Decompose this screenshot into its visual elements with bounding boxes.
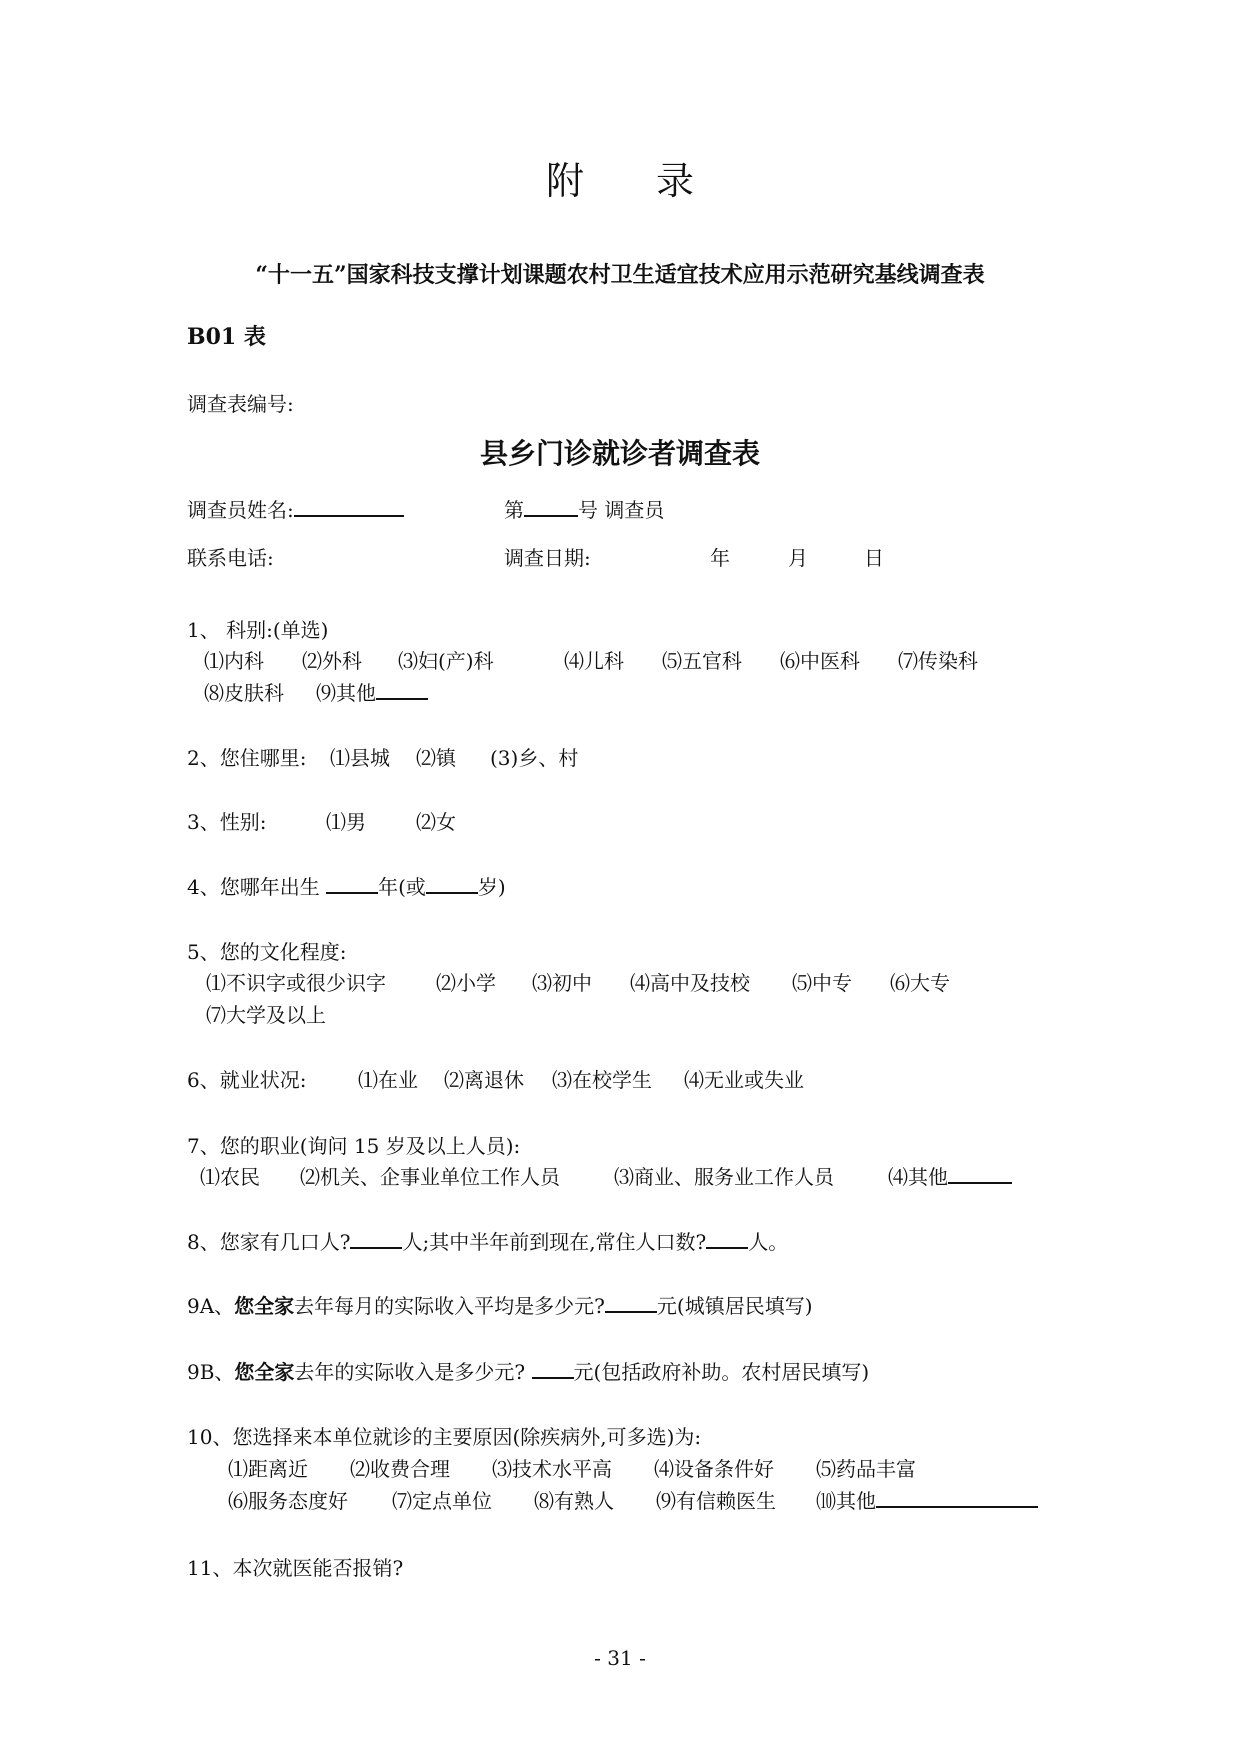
q1-option: ⑵外科 xyxy=(302,649,362,673)
q10-option: ⑷设备条件好 xyxy=(654,1457,774,1481)
q4-age-blank xyxy=(426,891,478,894)
q7-title: 7、您的职业(询问 15 岁及以上人员): xyxy=(187,1134,521,1158)
q8-family-blank xyxy=(350,1246,402,1249)
q9b-income-blank xyxy=(532,1376,574,1379)
q3-title: 3、性别: xyxy=(187,810,267,834)
q1-option: ⑶妇(产)科 xyxy=(398,649,494,673)
q9a-text-2: 元(城镇居民填写) xyxy=(656,1294,813,1318)
q7-option-other xyxy=(888,1161,1012,1190)
q9b-line xyxy=(187,1356,869,1385)
q10-option: ⑻有熟人 xyxy=(534,1489,614,1513)
q5-title: 5、您的文化程度: xyxy=(187,940,347,964)
form-title: 县乡门诊就诊者调查表 xyxy=(479,437,760,470)
q7-option: ⑴农民 xyxy=(200,1165,260,1189)
q1-option: ⑻皮肤科 xyxy=(204,681,284,705)
q5-option: ⑴不识字或很少识字 xyxy=(206,971,386,995)
form-number-label: 调查表编号: xyxy=(187,392,294,416)
table-code: B01 表 xyxy=(187,324,266,350)
q2-option: ⑵镇 xyxy=(416,746,456,770)
q6-title: 6、就业状况: xyxy=(187,1068,307,1092)
q1-title: 1、 科别:(单选) xyxy=(187,618,329,642)
q10-option: ⑺定点单位 xyxy=(392,1489,492,1513)
phone-label: 联系电话: xyxy=(187,546,274,570)
q1-option: ⑺传染科 xyxy=(898,649,978,673)
q3-option: ⑵女 xyxy=(416,810,456,834)
q10-other-blank xyxy=(876,1505,1038,1508)
q4-year-label: 年(或 xyxy=(378,875,426,899)
q5-option: ⑵小学 xyxy=(436,971,496,995)
q2-option: (3)乡、村 xyxy=(490,746,579,770)
q7-option: ⑶商业、服务业工作人员 xyxy=(614,1165,834,1189)
q6-option: ⑴在业 xyxy=(358,1068,418,1092)
q8-text-3: 人。 xyxy=(748,1230,789,1254)
q2-option: ⑴县城 xyxy=(330,746,390,770)
q6-option: ⑶在校学生 xyxy=(552,1068,652,1092)
investigator-number-suffix: 号 调查员 xyxy=(578,498,665,522)
q6-option: ⑵离退休 xyxy=(444,1068,524,1092)
q5-option: ⑶初中 xyxy=(532,971,592,995)
q9a-income-blank xyxy=(605,1310,657,1313)
q1-other-blank xyxy=(376,697,428,700)
q9b-number: 9B、 xyxy=(187,1360,235,1384)
q10-option: ⑹服务态度好 xyxy=(228,1489,348,1513)
q7-other-blank xyxy=(948,1181,1012,1184)
q9b-text-1: 去年的实际收入是多少元? xyxy=(294,1360,526,1384)
q7-other-label: ⑷其他 xyxy=(888,1165,948,1189)
q9a-bold: 您全家 xyxy=(234,1294,295,1318)
q4-age-label: 岁) xyxy=(477,875,506,899)
date-day: 日 xyxy=(864,546,884,570)
q10-option-other xyxy=(816,1485,1038,1514)
q9a-number: 9A、 xyxy=(187,1294,235,1318)
q5-option: ⑺大学及以上 xyxy=(206,1003,326,1027)
investigator-number-blank xyxy=(524,514,578,517)
q10-option: ⑶技术水平高 xyxy=(492,1457,612,1481)
investigator-number-field xyxy=(504,494,664,523)
project-title: “十一五”国家科技支撑计划课题农村卫生适宜技术应用示范研究基线调查表 xyxy=(255,262,985,288)
date-year: 年 xyxy=(710,546,730,570)
q10-other-label: ⑽其他 xyxy=(816,1489,876,1513)
q10-option: ⑸药品丰富 xyxy=(816,1457,916,1481)
q1-option-other xyxy=(316,677,428,706)
q10-option: ⑼有信赖医生 xyxy=(656,1489,776,1513)
q10-option: ⑵收费合理 xyxy=(350,1457,450,1481)
q1-other-label: ⑼其他 xyxy=(316,681,376,705)
q4-title: 4、您哪年出生 xyxy=(187,875,320,899)
q8-text-2: 人;其中半年前到现在,常住人口数? xyxy=(402,1230,707,1254)
q9b-bold: 您全家 xyxy=(234,1360,295,1384)
q10-title: 10、您选择来本单位就诊的主要原因(除疾病外,可多选)为: xyxy=(187,1425,702,1449)
investigator-name-label: 调查员姓名: xyxy=(187,498,294,522)
q1-option: ⑴内科 xyxy=(204,649,264,673)
q10-option: ⑴距离近 xyxy=(228,1457,308,1481)
q11-title: 11、本次就医能否报销? xyxy=(187,1556,404,1580)
q6-option: ⑷无业或失业 xyxy=(684,1068,804,1092)
q5-option: ⑹大专 xyxy=(890,971,950,995)
investigator-name-field xyxy=(187,494,404,523)
appendix-title: 附 录 xyxy=(545,159,725,203)
q1-option: ⑸五官科 xyxy=(662,649,742,673)
date-label: 调查日期: xyxy=(504,546,591,570)
q7-option: ⑵机关、企事业单位工作人员 xyxy=(300,1165,560,1189)
investigator-name-blank xyxy=(294,514,404,517)
q9b-text-2: 元(包括政府补助。农村居民填写) xyxy=(573,1360,870,1384)
date-month: 月 xyxy=(788,546,808,570)
q1-option: ⑷儿科 xyxy=(564,649,624,673)
q2-title: 2、您住哪里: xyxy=(187,746,307,770)
q8-line xyxy=(187,1226,788,1255)
page-number: - 31 - xyxy=(594,1646,646,1670)
q4-line xyxy=(187,871,506,900)
investigator-number-prefix: 第 xyxy=(504,498,524,522)
q9a-text-1: 去年每月的实际收入平均是多少元? xyxy=(294,1294,605,1318)
q8-resident-blank xyxy=(706,1246,748,1249)
q8-text-1: 8、您家有几口人? xyxy=(187,1230,351,1254)
q5-option: ⑷高中及技校 xyxy=(630,971,750,995)
q9a-line xyxy=(187,1290,813,1319)
q3-option: ⑴男 xyxy=(326,810,366,834)
q5-option: ⑸中专 xyxy=(792,971,852,995)
q4-year-blank xyxy=(326,891,378,894)
q1-option: ⑹中医科 xyxy=(780,649,860,673)
